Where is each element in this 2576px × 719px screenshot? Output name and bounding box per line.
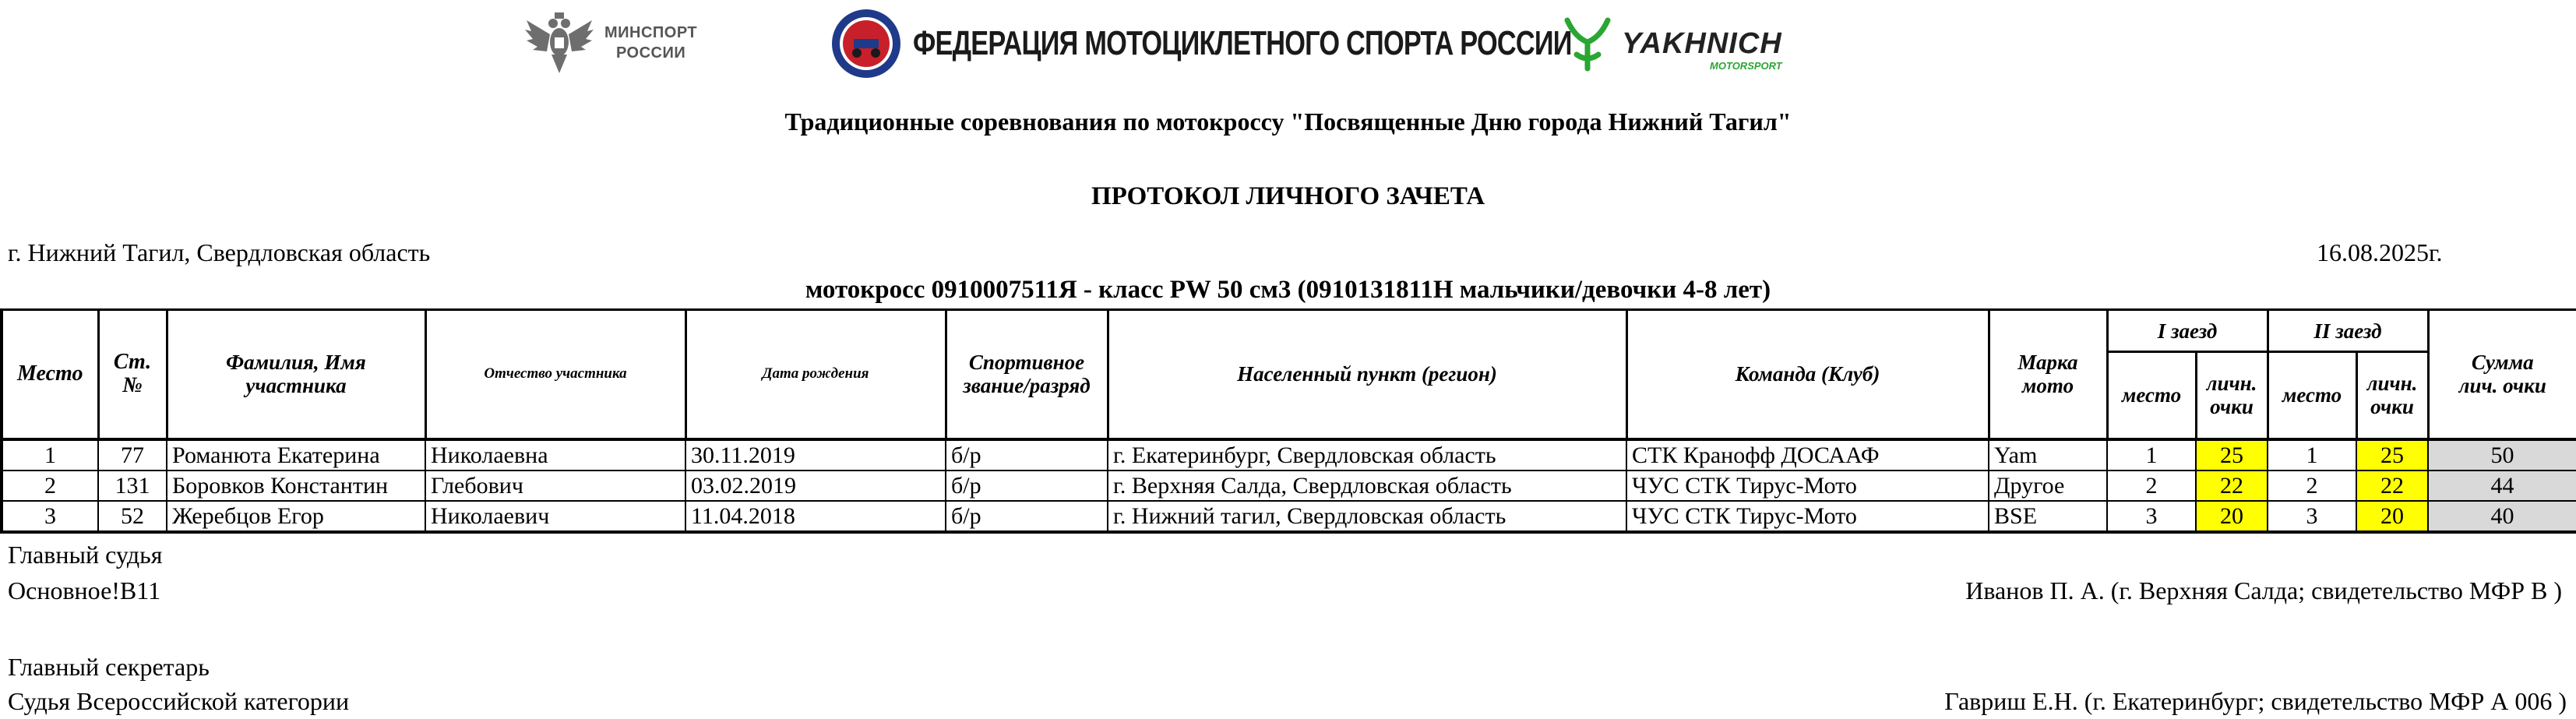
col-moto-line1: Марка [2017,351,2078,375]
col-team: Команда (Клуб) [1626,310,1989,439]
col-race1-place: место [2107,352,2196,439]
col-birth: Дата рождения [685,310,946,439]
cell-race1-place: 1 [2107,439,2196,471]
cell-race1-points: 22 [2196,471,2268,501]
yakhnich-text [1622,26,1782,72]
table-row [2,439,2576,471]
col-race2-points-line1: личн. [2366,372,2418,396]
yakhnich-main: YAKHNICH [1622,26,1782,60]
col-moto-line2: мото [2021,374,2074,398]
cell-team: СТК Кранофф ДОСААФ [1626,439,1989,471]
cell-moto: BSE [1989,501,2107,532]
cell-birth: 30.11.2019 [685,439,946,471]
cell-race1-points: 25 [2196,439,2268,471]
yakhnich-emblem-icon [1559,14,1616,73]
cell-name: Боровков Константин [167,471,425,501]
col-total-line2: лич. очки [2458,374,2546,398]
col-race2-place: место [2268,352,2356,439]
fms-text: ФЕДЕРАЦИЯ МОТОЦИКЛЕТНОГО СПОРТА РОССИИ [913,24,1572,62]
cell-name: Романюта Екатерина [167,439,425,471]
cell-patronymic: Глебович [425,471,685,501]
cell-rank: б/р [946,439,1108,471]
yakhnich-sub: MOTORSPORT [1710,59,1782,72]
venue: г. Нижний Тагил, Свердловская область [8,238,431,266]
cell-moto: Другое [1989,471,2107,501]
cell-race2-points: 25 [2356,439,2428,471]
chief-judge-label: Главный судья [8,541,163,569]
cell-total: 50 [2428,439,2576,471]
cell-city: г. Верхняя Салда, Свердловская область [1108,471,1626,501]
cell-birth: 11.04.2018 [685,501,946,532]
cell-place: 2 [2,471,98,501]
cell-start-no: 52 [98,501,167,532]
col-total [2428,310,2576,439]
chief-judge-category: Основное!B11 [8,576,161,604]
cell-start-no: 77 [98,439,167,471]
table-row [2,471,2576,501]
cell-total: 40 [2428,501,2576,532]
col-name [167,310,425,439]
col-name-line2: участника [245,374,347,398]
cell-race1-points: 20 [2196,501,2268,532]
cell-moto: Yam [1989,439,2107,471]
cell-team: ЧУС СТК Тирус-Мото [1626,471,1989,501]
chief-secretary-category: Судья Всероссийской категории [8,687,350,715]
class-line: мотокросс 0910007511Я - класс PW 50 см3 (0910131811Н мальчики/девочки 4-8 лет) [805,276,1771,304]
cell-patronymic: Николаевич [425,501,685,532]
col-city: Населенный пункт (регион) [1108,310,1626,439]
protocol-title: ПРОТОКОЛ ЛИЧНОГО ЗАЧЕТА [1091,182,1485,210]
col-name-line1: Фамилия, Имя [226,351,366,375]
minsport-text [604,23,697,63]
cell-start-no: 131 [98,471,167,501]
col-rank-line1: Спортивное [968,351,1085,375]
col-rank-line2: звание/разряд [963,374,1091,398]
results-table [0,308,2576,534]
col-moto [1989,310,2107,439]
cell-race2-points: 20 [2356,501,2428,532]
fms-emblem-icon [830,8,902,79]
col-start-no-line1: Ст. [113,350,152,375]
cell-race2-points: 22 [2356,471,2428,501]
col-race1-points-line1: личн. [2206,372,2257,396]
col-start-no-line2: № [122,373,143,398]
chief-secretary-name: Гавриш Е.Н. (г. Екатеринбург; свидетельство МФР А 006 ) [1944,687,2567,715]
cell-birth: 03.02.2019 [685,471,946,501]
cell-race1-place: 2 [2107,471,2196,501]
table-row [2,501,2576,532]
cell-race1-place: 3 [2107,501,2196,532]
cell-race2-place: 3 [2268,501,2356,532]
competition-title: Традиционные соревнования по мотокроссу "Посвященные Дню города Нижний Тагил" [784,107,1792,136]
col-start-no [98,310,167,439]
yakhnich-logo [1559,14,1782,73]
cell-city: г. Екатеринбург, Свердловская область [1108,439,1626,471]
chief-secretary-label: Главный секретарь [8,653,210,681]
col-rank [946,310,1108,439]
col-place: Место [2,310,98,439]
minsport-line1: МИНСПОРТ [604,24,698,41]
cell-rank: б/р [946,471,1108,501]
cell-place: 3 [2,501,98,532]
cell-total: 44 [2428,471,2576,501]
cell-team: ЧУС СТК Тирус-Мото [1626,501,1989,532]
cell-place: 1 [2,439,98,471]
event-date: 16.08.2025г. [2317,238,2443,266]
eagle-emblem-icon [523,11,595,75]
cell-rank: б/р [946,501,1108,532]
col-race2: II заезд [2268,310,2428,352]
col-race2-points [2356,352,2428,439]
col-race2-points-line2: очки [2370,395,2414,419]
minsport-logo [523,11,697,75]
col-race1-points-line2: очки [2210,395,2254,419]
chief-judge-name: Иванов П. А. (г. Верхняя Салда; свидетельство МФР В ) [1965,576,2562,604]
minsport-line2: РОССИИ [615,44,686,62]
cell-race2-place: 1 [2268,439,2356,471]
cell-patronymic: Николаевна [425,439,685,471]
cell-city: г. Нижний тагил, Свердловская область [1108,501,1626,532]
col-patronymic: Отчество участника [425,310,685,439]
col-total-line1: Сумма [2471,351,2534,375]
col-race1: I заезд [2107,310,2268,352]
cell-name: Жеребцов Егор [167,501,425,532]
cell-race2-place: 2 [2268,471,2356,501]
col-race1-points [2196,352,2268,439]
